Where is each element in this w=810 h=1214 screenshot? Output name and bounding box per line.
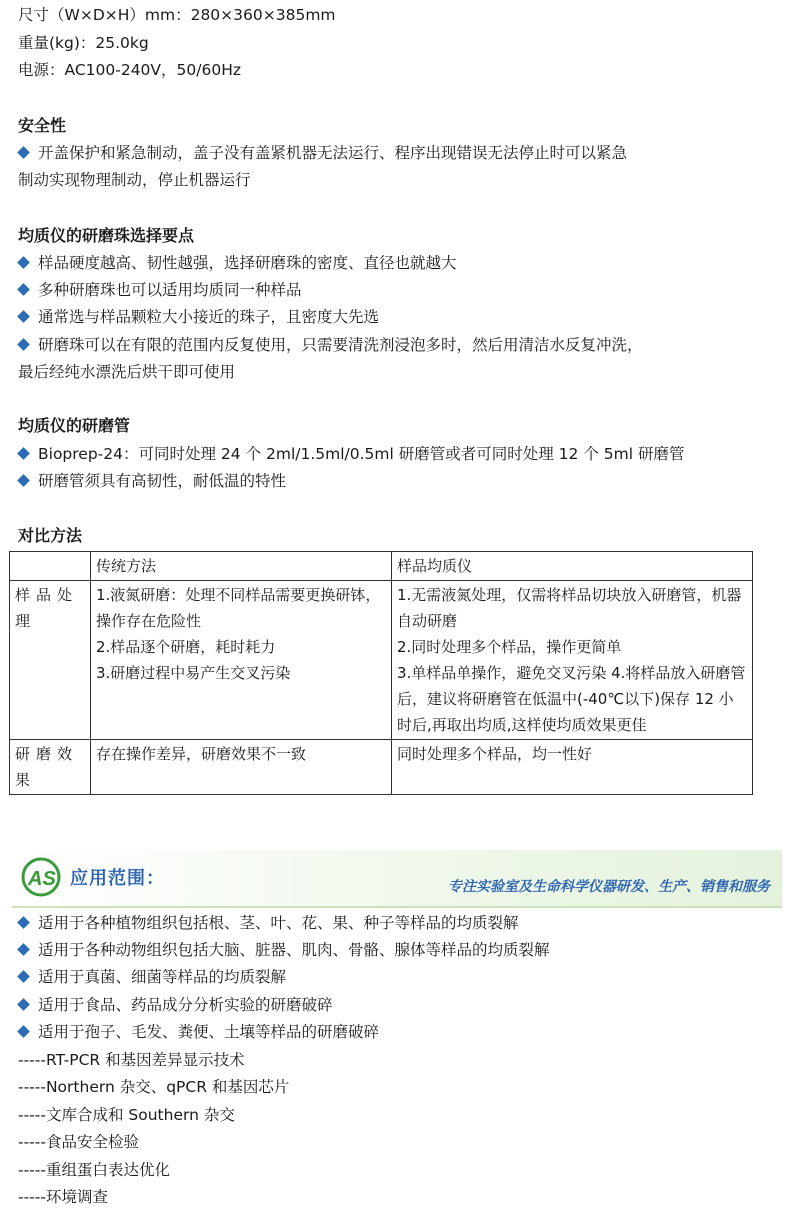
comparison-heading: 对比方法 bbox=[18, 526, 83, 545]
technique-item: -----RT-PCR 和基因差异显示技术 bbox=[18, 1051, 245, 1069]
homogenizer-cell bbox=[392, 740, 753, 795]
cell-line: 2.样品逐个研磨，耗时耗力 bbox=[96, 638, 276, 656]
application-text: 适用于各种植物组织包括根、茎、叶、花、果、种子等样品的均质裂解 bbox=[38, 914, 519, 932]
tubes-heading: 均质仪的研磨管 bbox=[18, 416, 131, 435]
application-banner bbox=[12, 850, 782, 908]
application-text: 适用于各种动物组织包括大脑、脏器、肌肉、骨骼、腺体等样品的均质裂解 bbox=[38, 941, 550, 959]
table-header-cell: 样品均质仪 bbox=[392, 552, 753, 581]
spec-power: 电源：AC100-240V，50/60Hz bbox=[18, 61, 241, 79]
diamond-bullet-icon bbox=[18, 257, 30, 269]
as-logo-icon bbox=[20, 856, 62, 898]
technique-item: -----Northern 杂交、qPCR 和基因芯片 bbox=[18, 1078, 290, 1096]
beads-item bbox=[18, 277, 302, 303]
safety-item-line1: 开盖保护和紧急制动，盖子没有盖紧机器无法运行、程序出现错误无法停止时可以紧急 bbox=[38, 144, 628, 162]
technique-item: -----文库合成和 Southern 杂交 bbox=[18, 1106, 235, 1124]
tubes-item bbox=[18, 468, 286, 494]
beads-item-continuation: 最后经纯水漂洗后烘干即可使用 bbox=[18, 363, 236, 381]
application-text: 适用于真菌、细菌等样品的均质裂解 bbox=[38, 968, 287, 986]
diamond-bullet-icon bbox=[18, 147, 30, 159]
diamond-bullet-icon bbox=[18, 284, 30, 296]
application-item bbox=[18, 992, 333, 1018]
diamond-bullet-icon bbox=[18, 999, 30, 1011]
diamond-bullet-icon bbox=[18, 475, 30, 487]
logo-text: AS bbox=[28, 868, 56, 890]
cell-line: 2.同时处理多个样品，操作更简单 bbox=[397, 638, 622, 656]
traditional-cell bbox=[91, 581, 392, 740]
diamond-bullet-icon bbox=[18, 311, 30, 323]
beads-item-text: 多种研磨珠也可以适用均质同一种样品 bbox=[38, 281, 302, 299]
application-item bbox=[18, 964, 286, 990]
diamond-bullet-icon bbox=[18, 448, 30, 460]
beads-item bbox=[18, 304, 379, 330]
table-row bbox=[10, 740, 753, 795]
banner-title: 应用范围： bbox=[70, 868, 165, 889]
table-header-cell: 传统方法 bbox=[91, 552, 392, 581]
cell-line: 1.无需液氮处理，仅需将样品切块放入研磨管，机器自动研磨 bbox=[397, 586, 742, 630]
tubes-item-text: Bioprep-24：可同时处理 24 个 2ml/1.5ml/0.5ml 研磨管或者可同时处理 12 个 5ml 研磨管 bbox=[38, 445, 685, 463]
spec-dimensions: 尺寸（W×D×H）mm：280×360×385mm bbox=[18, 6, 336, 24]
banner-slogan: 专注实验室及生命科学仪器研发、生产、销售和服务 bbox=[448, 879, 770, 895]
cell-line: 存在操作差异，研磨效果不一致 bbox=[96, 745, 307, 763]
tubes-item-text: 研磨管须具有高韧性，耐低温的特性 bbox=[38, 472, 287, 490]
diamond-bullet-icon bbox=[18, 1026, 30, 1038]
application-text: 适用于食品、药品成分分析实验的研磨破碎 bbox=[38, 996, 333, 1014]
application-text: 适用于孢子、毛发、粪便、土壤等样品的研磨破碎 bbox=[38, 1023, 380, 1041]
beads-heading: 均质仪的研磨珠选择要点 bbox=[18, 226, 195, 245]
table-header-cell bbox=[10, 552, 91, 581]
table-header-row bbox=[10, 552, 753, 581]
beads-item-text: 样品硬度越高、韧性越强，选择研磨珠的密度、直径也就越大 bbox=[38, 254, 457, 272]
cell-line: 同时处理多个样品，均一性好 bbox=[397, 745, 593, 763]
safety-item bbox=[18, 140, 627, 166]
cell-line: 1.液氮研磨：处理不同样品需要更换研钵，操作存在危险性 bbox=[96, 586, 381, 630]
homogenizer-cell bbox=[392, 581, 753, 740]
technique-item: -----食品安全检验 bbox=[18, 1133, 139, 1151]
application-item bbox=[18, 1019, 379, 1045]
tubes-item bbox=[18, 441, 684, 467]
beads-item bbox=[18, 332, 643, 358]
diamond-bullet-icon bbox=[18, 917, 30, 929]
safety-item-line2: 制动实现物理制动，停止机器运行 bbox=[18, 171, 251, 189]
spec-weight: 重量(kg)：25.0kg bbox=[18, 34, 149, 52]
diamond-bullet-icon bbox=[18, 971, 30, 983]
comparison-table bbox=[9, 551, 753, 795]
cell-line: 3.单样品单操作，避免交叉污染 4.将样品放入研磨管后，建议将研磨管在低温中(-40℃以下)保存 12 小时后,再取出均质,这样使均质效果更佳 bbox=[397, 664, 746, 734]
technique-item: -----环境调查 bbox=[18, 1188, 108, 1206]
diamond-bullet-icon bbox=[18, 339, 30, 351]
application-item bbox=[18, 910, 519, 936]
beads-item-text: 研磨珠可以在有限的范围内反复使用，只需要清洗剂浸泡多时，然后用清洁水反复冲洗， bbox=[38, 336, 643, 354]
table-row bbox=[10, 581, 753, 740]
beads-item bbox=[18, 250, 457, 276]
beads-item-text: 通常选与样品颗粒大小接近的珠子，且密度大先选 bbox=[38, 308, 380, 326]
row-label: 样品处理 bbox=[10, 581, 91, 740]
diamond-bullet-icon bbox=[18, 944, 30, 956]
application-item bbox=[18, 937, 550, 963]
cell-line: 3.研磨过程中易产生交叉污染 bbox=[96, 664, 291, 682]
traditional-cell bbox=[91, 740, 392, 795]
safety-heading: 安全性 bbox=[18, 116, 67, 135]
technique-item: -----重组蛋白表达优化 bbox=[18, 1161, 170, 1179]
row-label: 研磨效果 bbox=[10, 740, 91, 795]
